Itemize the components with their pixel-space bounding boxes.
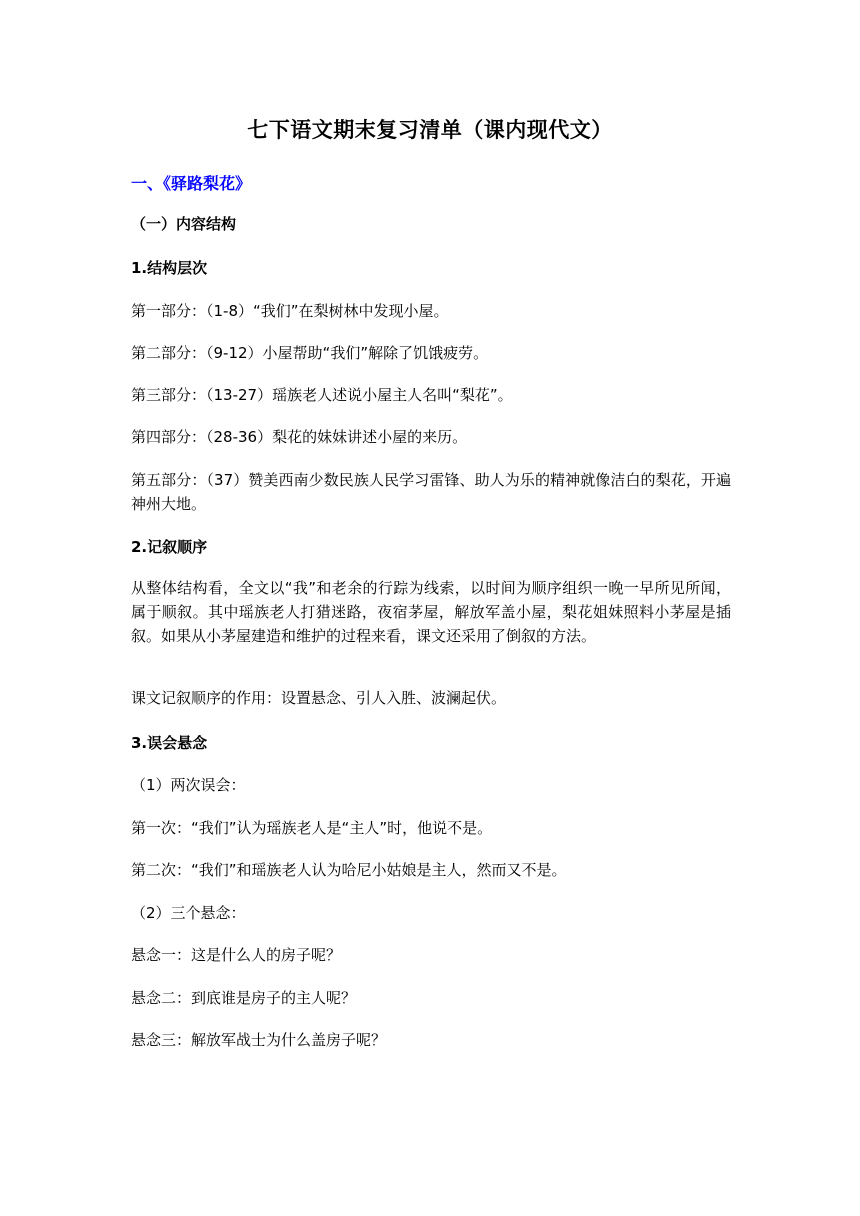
- section-heading-yilu-lihua[interactable]: 一、《驿路梨花》: [131, 174, 252, 193]
- structure-part-1: 第一部分：（1-8）“我们”在梨树林中发现小屋。: [131, 302, 449, 320]
- subsection-heading-content-structure: （一）内容结构: [131, 215, 237, 233]
- structure-part-4: 第四部分：（28-36）梨花的妹妹讲述小屋的来历。: [131, 428, 468, 446]
- structure-part-5: 第五部分：（37）赞美西南少数民族人民学习雷锋、助人为乐的精神就像洁白的梨花，开遍神州大地。: [131, 471, 731, 513]
- structure-heading: 1.结构层次: [131, 259, 208, 277]
- misunderstanding-heading: （1）两次误会：: [131, 776, 246, 794]
- document-title: 七下语文期末复习清单（课内现代文）: [247, 118, 613, 142]
- suspense-1: 悬念一：这是什么人的房子呢？: [131, 946, 342, 964]
- structure-part-3: 第三部分：（13-27）瑶族老人述说小屋主人名叫“梨花”。: [131, 386, 513, 404]
- structure-part-2: 第二部分：（9-12）小屋帮助“我们”解除了饥饿疲劳。: [131, 344, 489, 362]
- narrative-order-heading: 2.记叙顺序: [131, 538, 208, 556]
- misunderstanding-1: 第一次：“我们”认为瑶族老人是“主人”时，他说不是。: [131, 819, 493, 837]
- narrative-order-paragraph: 从整体结构看，全文以“我”和老余的行踪为线索，以时间为顺序组织一晚一早所见所闻，属于顺叙。其中瑶族老人打猎迷路，夜宿茅屋，解放军盖小屋，梨花姐妹照料小茅屋是插叙。如果从小茅屋建造和维护的过程来看，课文还采用了倒叙的方法。: [131, 579, 731, 645]
- misunderstanding-2: 第二次：“我们”和瑶族老人认为哈尼小姑娘是主人，然而又不是。: [131, 861, 567, 879]
- suspense-3: 悬念三：解放军战士为什么盖房子呢？: [131, 1031, 387, 1049]
- suspense-2: 悬念二：到底谁是房子的主人呢？: [131, 989, 357, 1007]
- suspense-list-heading: （2）三个悬念：: [131, 904, 246, 922]
- narrative-order-effect: 课文记叙顺序的作用：设置悬念、引人入胜、波澜起伏。: [131, 689, 507, 707]
- suspense-heading: 3.误会悬念: [131, 734, 208, 752]
